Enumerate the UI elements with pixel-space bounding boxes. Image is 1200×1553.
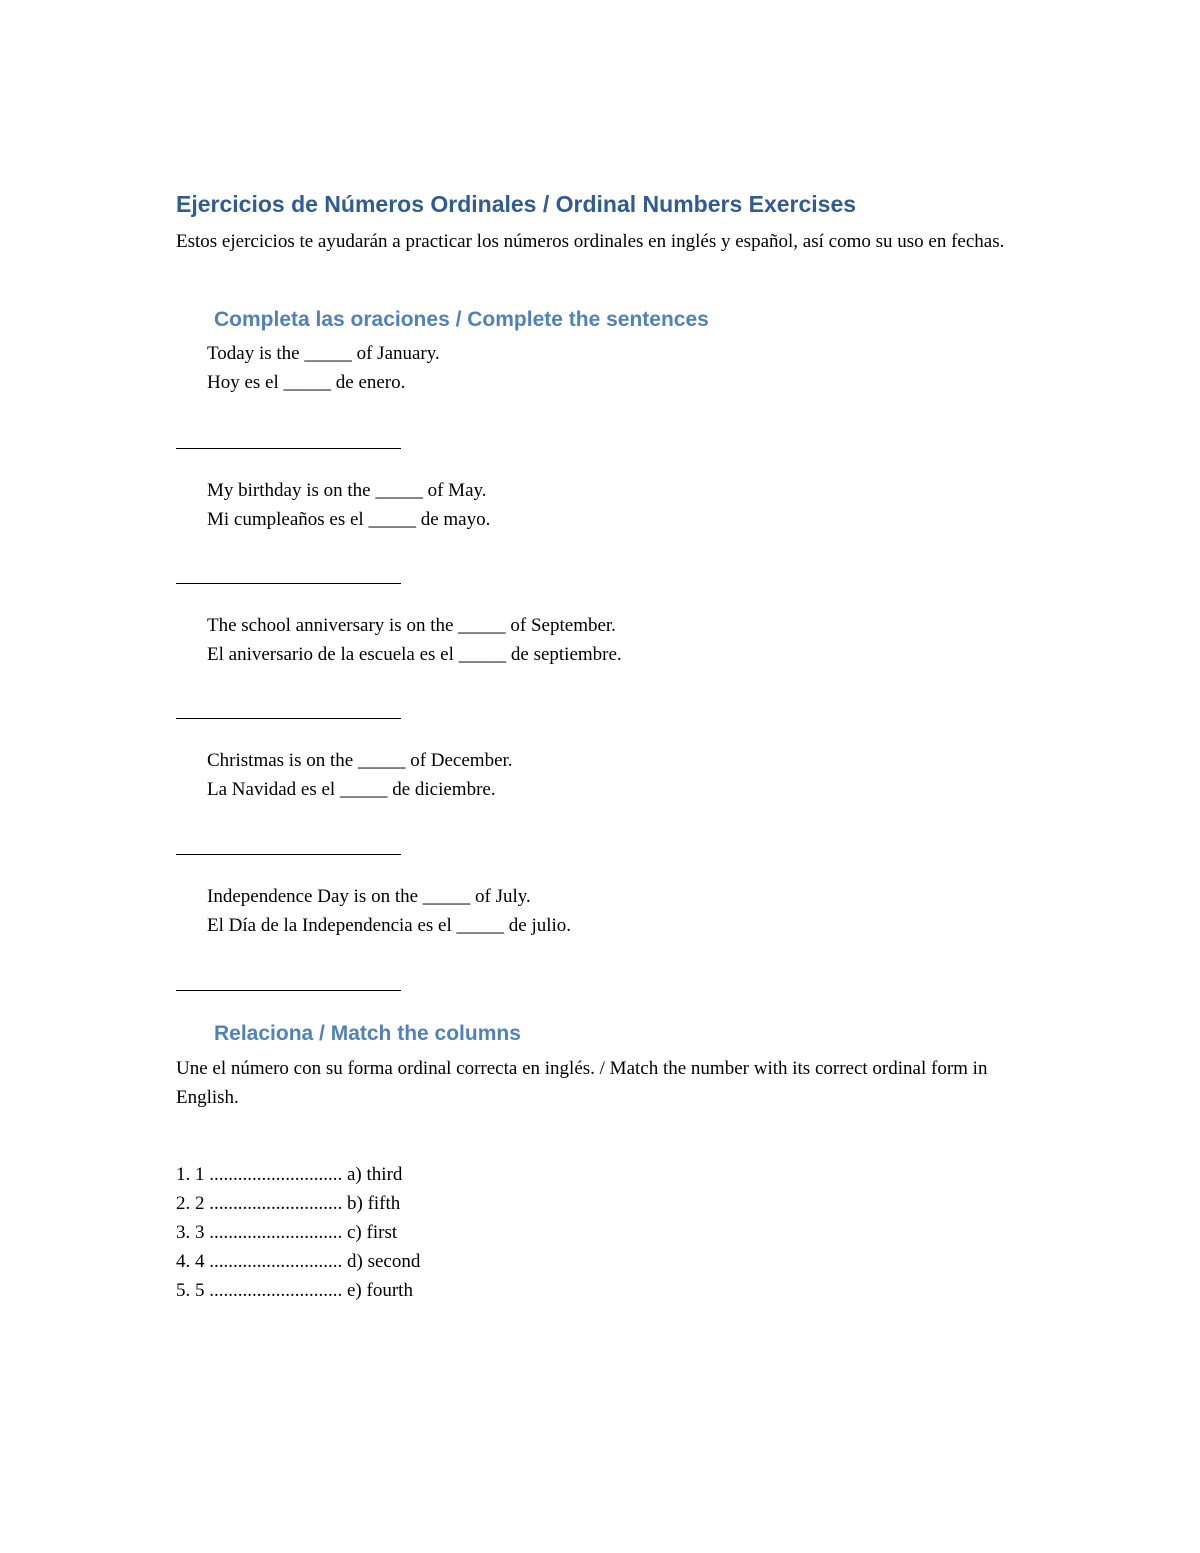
sentence-pair-4	[207, 746, 513, 804]
sentence-english: Today is the _____ of January.	[207, 343, 440, 364]
answer-line-5[interactable]	[176, 990, 401, 991]
sentence-spanish: El aniversario de la escuela es el _____ de septiembre.	[207, 644, 622, 665]
match-row: 5. 5 ............................ e) fourth	[176, 1280, 413, 1301]
match-row: 1. 1 ............................ a) third	[176, 1164, 403, 1185]
sentence-pair-1	[207, 339, 440, 397]
answer-line-4[interactable]	[176, 854, 401, 855]
match-list	[176, 1160, 420, 1305]
answer-line-3[interactable]	[176, 718, 401, 719]
intro-paragraph: Estos ejercicios te ayudarán a practicar los números ordinales en inglés y español, así como su uso en fechas.	[176, 231, 1005, 252]
sentence-english: My birthday is on the _____ of May.	[207, 480, 487, 501]
sentence-pair-3	[207, 611, 622, 669]
answer-line-2[interactable]	[176, 583, 401, 584]
section-heading-complete: Completa las oraciones / Complete the sentences	[214, 308, 709, 331]
sentence-english: Christmas is on the _____ of December.	[207, 750, 513, 771]
sentence-pair-2	[207, 476, 490, 534]
match-row: 2. 2 ............................ b) fifth	[176, 1193, 401, 1214]
sentence-spanish: Mi cumpleaños es el _____ de mayo.	[207, 509, 491, 530]
match-row: 4. 4 ............................ d) second	[176, 1251, 421, 1272]
sentence-english: Independence Day is on the _____ of July.	[207, 886, 531, 907]
sentence-english: The school anniversary is on the _____ of September.	[207, 615, 616, 636]
sentence-spanish: Hoy es el _____ de enero.	[207, 372, 406, 393]
sentence-pair-5	[207, 882, 571, 940]
section-heading-match: Relaciona / Match the columns	[214, 1022, 521, 1045]
match-row: 3. 3 ............................ c) first	[176, 1222, 398, 1243]
sentence-spanish: La Navidad es el _____ de diciembre.	[207, 779, 496, 800]
sentence-spanish: El Día de la Independencia es el _____ de julio.	[207, 915, 572, 936]
match-instructions: Une el número con su forma ordinal correcta en inglés. / Match the number with its correct ordinal form in English.	[176, 1058, 988, 1108]
answer-line-1[interactable]	[176, 448, 401, 449]
page-title: Ejercicios de Números Ordinales / Ordinal Numbers Exercises	[176, 191, 857, 217]
